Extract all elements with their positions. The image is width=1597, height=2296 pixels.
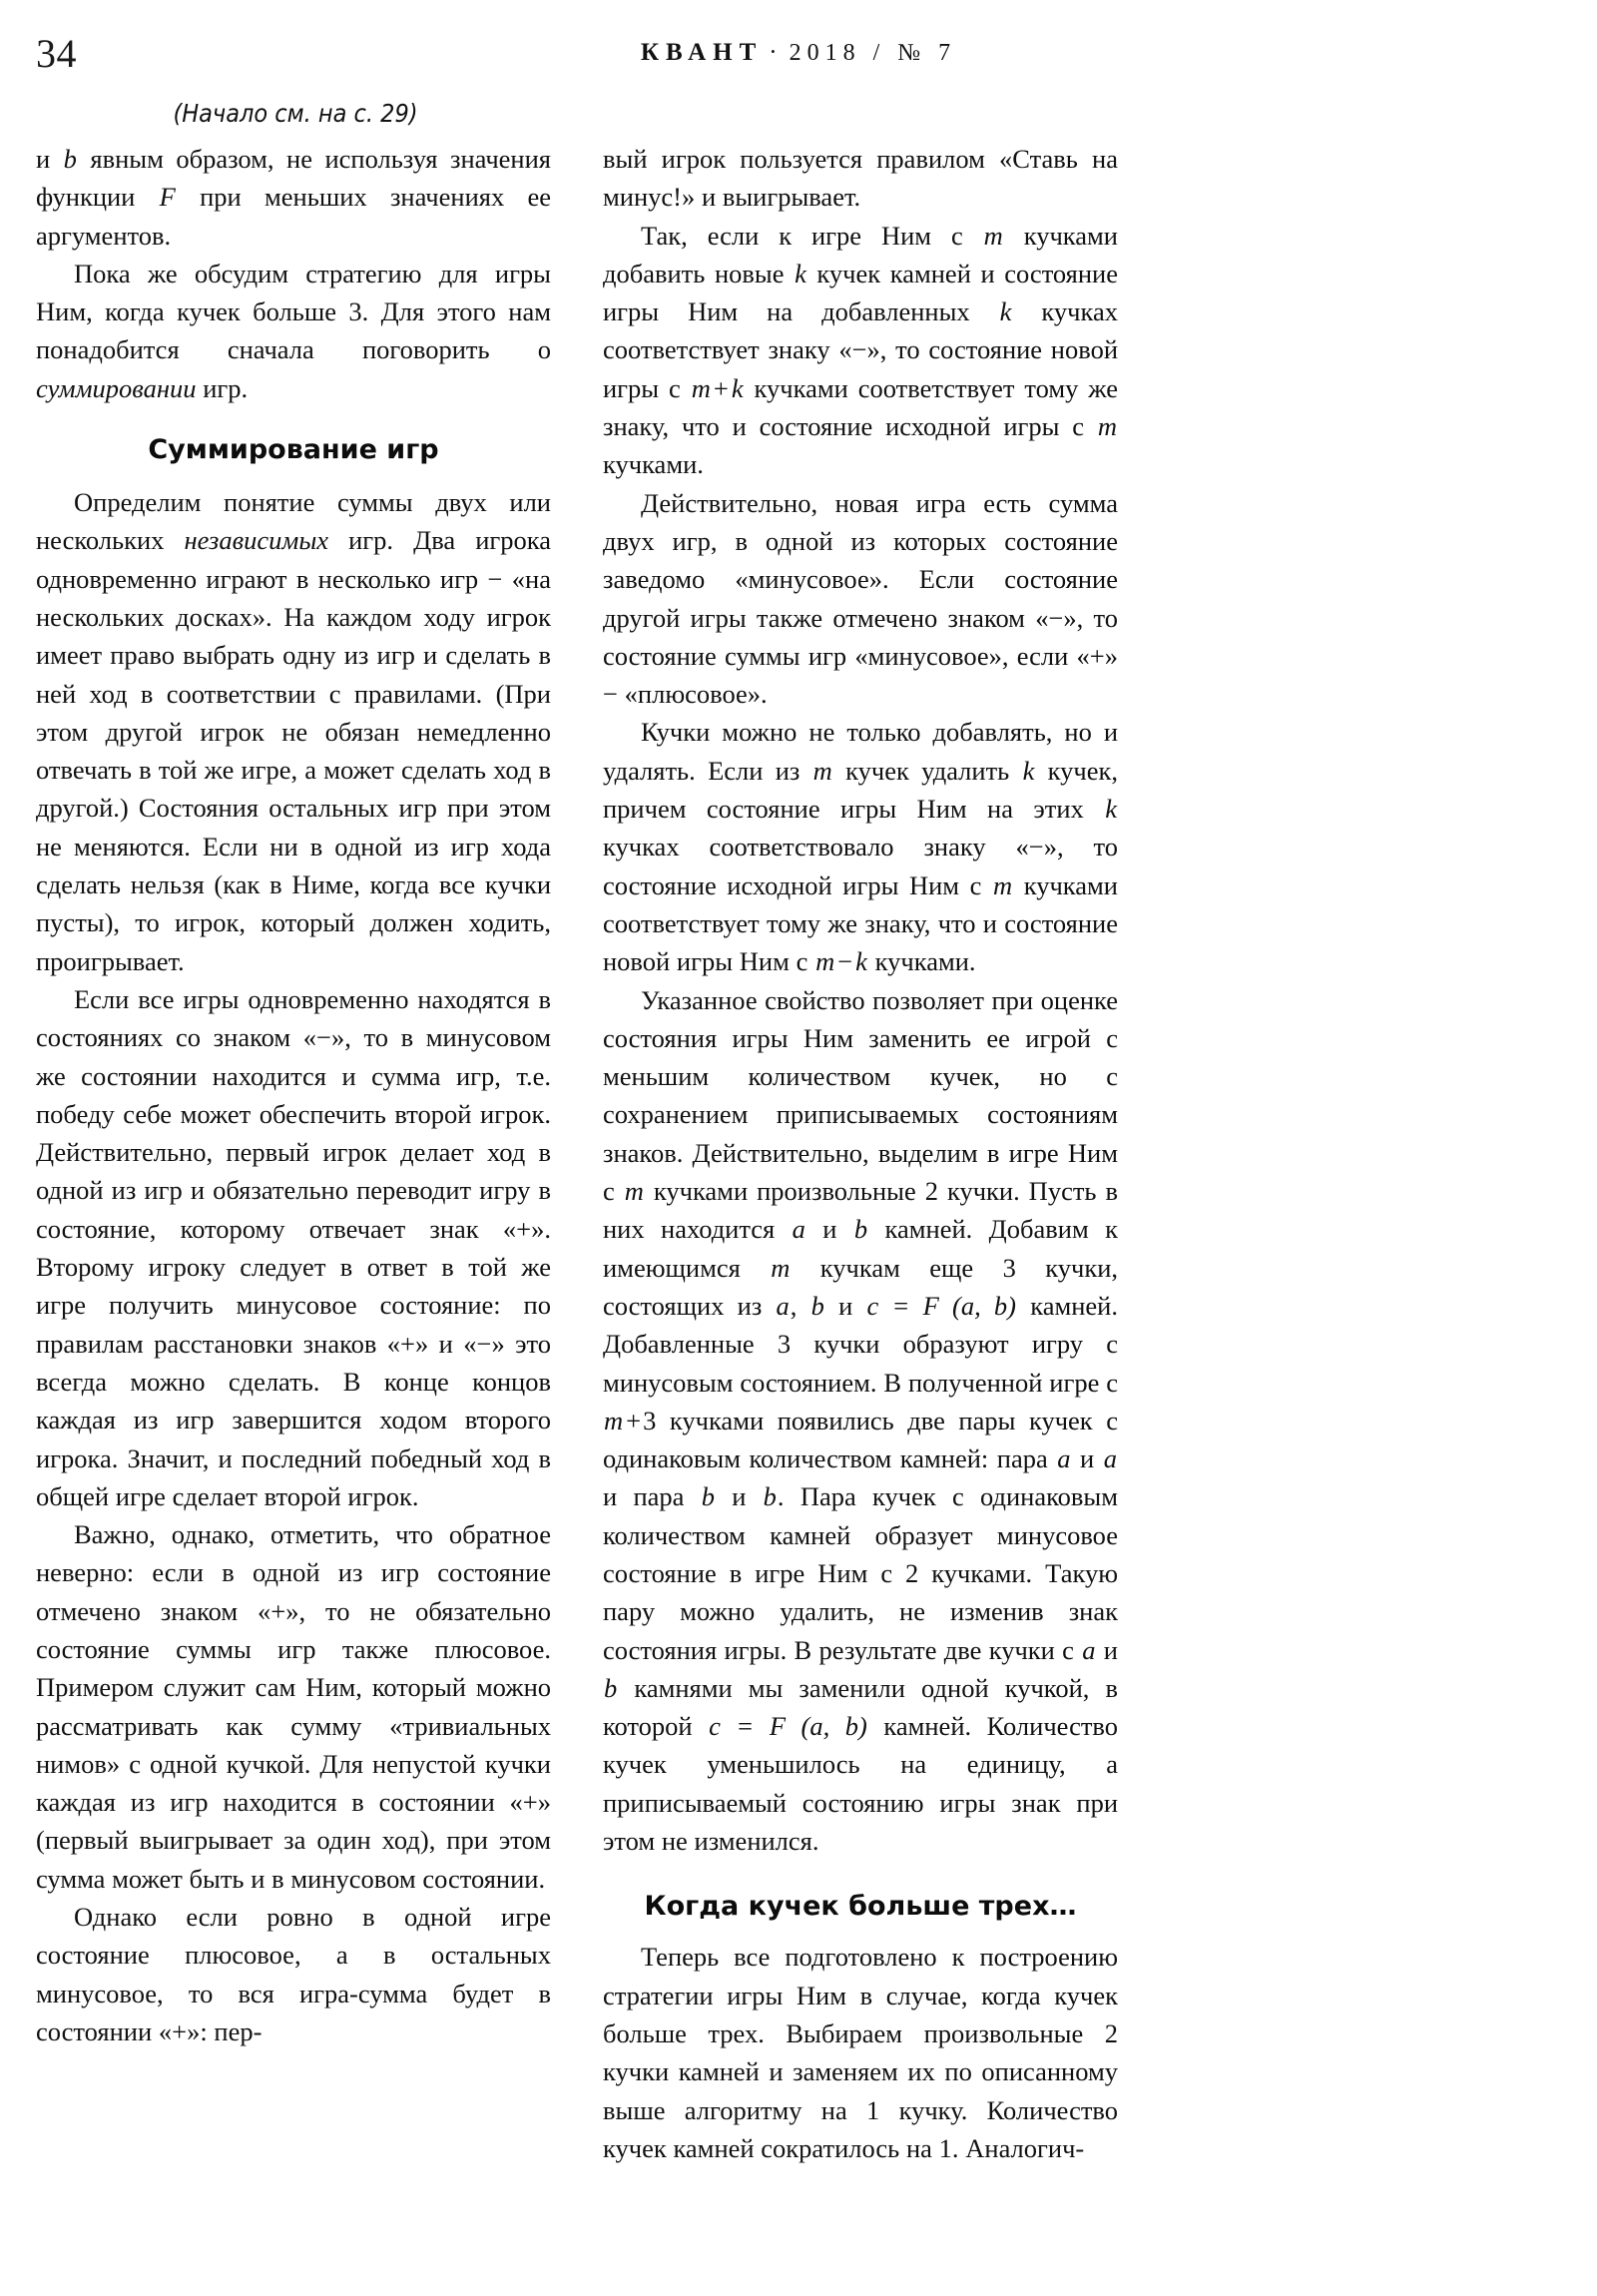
math-variable: m	[691, 372, 711, 403]
math-variable: a	[1057, 1443, 1071, 1474]
math-variable: a	[1082, 1634, 1096, 1665]
math-variable: b	[763, 1481, 777, 1512]
inline-formula: c = F (a, b)	[866, 1290, 1017, 1321]
math-operator: +	[713, 372, 729, 403]
running-head	[0, 28, 1597, 84]
emphasis-text: независимых	[184, 525, 329, 556]
body-paragraph: Так, если к игре Ним с m кучками добавить новые k кучек камней и состояние игры Ним на добавленных k кучках соответствует знаку «−», то состояние новой игры с m + k кучками соответствует тому же знаку, что и состояние исходной игры с m кучками.	[603, 220, 1118, 480]
right-paragraphs-before-heading	[603, 140, 1118, 1860]
math-variable: a	[776, 1290, 790, 1321]
math-operator: −	[837, 946, 853, 977]
emphasis-text: суммировании	[36, 372, 197, 403]
math-variable: b	[810, 1290, 824, 1321]
body-paragraph: Если все игры одновременно находятся в состояниях со знаком «−», то в минусовом же состоянии находится и сумма игр, т.е. победу себе может обеспечить второй игрок. Действительно, первый игрок делает ход в одной из игр и обязательно переводит игру в состояние, которому отвечает знак «+». Второму игроку следует в ответ в той же игре получить минусовое состояние: по правилам расстановки знаков «+» и «−» это всегда можно сделать. В конце концов каждая из игр завершится ходом второго игрока. Значит, и последний победный ход в общей игре сделает второй игрок.	[36, 983, 551, 1511]
math-variable: k	[855, 946, 867, 977]
body-paragraph: Важно, однако, отметить, что обратное неверно: если в одной из игр состояние отмечено знаком «+», то не обязательно состояние суммы игр также плюсовое. Примером служит сам Ним, который можно рассматривать как сумму «тривиальных нимов» с одной кучкой. Для непустой кучки каждая из игр находится в состоянии «+» (первый выигрывает за один ход), при этом сумма может быть и в минусовом состоянии.	[36, 1519, 551, 1894]
math-variable: b	[853, 1214, 868, 1245]
body-paragraph: Кучки можно не только добавлять, но и удалять. Если из m кучек удалить k кучек, причем состояние игры Ним на этих k кучках соответствовало знаку «−», то состояние исходной игры Ним с m кучками соответствует тому же знаку, что и состояние новой игры Ним с m − k кучками.	[603, 717, 1118, 977]
math-variable: a	[792, 1214, 805, 1245]
body-paragraph: Действительно, новая игра есть сумма двух игр, в одной из которых состояние заведомо «минусовое». Если состояние другой игры также отмечено знаком «−», то состояние суммы игр «минусовое», если «+» − «плюсовое».	[603, 487, 1118, 710]
section-heading-summing-games: Суммирование игр	[148, 434, 439, 466]
left-paragraphs-before-heading	[36, 140, 551, 407]
body-paragraph: Теперь все подготовлено к построению стратегии игры Ним в случае, когда кучек больше трех. Выбираем произвольные 2 кучки камней и заменяем их по описанному выше алгоритму на 1 кучку. Количество кучек камней сократилось на 1. Аналогич-	[603, 1942, 1118, 2163]
body-paragraph: Однако если ровно в одной игре состояние плюсовое, а в остальных минусовое, то вся игра-сумма будет в состоянии «+»: пер-	[36, 1902, 551, 2046]
body-paragraph: Пока же обсудим стратегию для игры Ним, когда кучек больше 3. Для этого нам понадобится сначала поговорить о суммировании игр.	[36, 258, 551, 403]
column-right	[603, 140, 1118, 2276]
inline-formula: c = F (a, b)	[709, 1711, 867, 1742]
section-heading-more-than-three-piles: Когда кучек больше трех…	[644, 1891, 1077, 1923]
math-variable: m	[604, 1405, 624, 1435]
math-variable: m	[624, 1176, 644, 1207]
math-variable: m	[993, 869, 1013, 900]
math-variable: b	[701, 1481, 715, 1512]
math-variable: k	[731, 372, 744, 403]
math-variable: b	[604, 1672, 618, 1703]
journal-header	[0, 36, 1597, 70]
math-variable: m	[983, 220, 1003, 251]
right-paragraphs-after-heading	[603, 1938, 1118, 2167]
page-number: 34	[36, 31, 77, 76]
math-variable: m	[771, 1252, 791, 1283]
body-paragraph: Указанное свойство позволяет при оценке состояния игры Ним заменить ее игрой с меньшим количеством кучек, но с сохранением приписываемых состояниям знаков. Действительно, выделим в игре Ним с m кучками произвольные 2 кучки. Пусть в них находится a и b камней. Добавим к имеющимся m кучкам еще 3 кучки, состоящих из a, b и c = F (a, b) камней. Добавленные 3 кучки образуют игру с минусовым состоянием. В полученной игре с m +3 кучками появились две пары кучек с одинаковым количеством камней: пара a и a и пара b и b. Пара кучек с одинаковым количеством камней образует минусовое состояние в игре Ним с 2 кучками. Такую пару можно удалить, не изменив знак состояния игры. В результате две кучки с a и b камнями мы заменили одной кучкой, в которой c = F (a, b) камней. Количество кучек уменьшилось на единицу, а приписываемый состоянию игры знак при этом не изменился.	[603, 984, 1119, 1857]
math-variable: k	[1022, 755, 1035, 786]
math-variable: k	[999, 296, 1012, 327]
left-paragraphs-after-heading	[36, 483, 551, 2050]
continuation-note: (Начало см. на с. 29)	[173, 99, 418, 128]
issue-label: 2018 / № 7	[789, 40, 957, 66]
math-variable: a	[1103, 1443, 1117, 1474]
header-separator: ·	[769, 39, 784, 66]
two-column-body	[36, 140, 1561, 2276]
column-left	[36, 140, 551, 2276]
math-variable: m	[812, 755, 832, 786]
body-paragraph: Определим понятие суммы двух или нескольких независимых игр. Два игрока одновременно играют в несколько игр − «на нескольких досках». На каждом ходу игрок имеет право выбрать одну из игр и сделать в ней ход в соответствии с правилами. (При этом другой игрок не обязан немедленно отвечать в той же игре, а может сделать ход в другой.) Состояния остальных игр при этом не меняются. Если ни в одной из игр хода сделать нельзя (как в Ниме, когда все кучки пусты), то игрок, который должен ходить, проигрывает.	[36, 487, 552, 976]
math-variable: k	[1105, 794, 1117, 825]
journal-title: КВАНТ	[640, 39, 764, 66]
math-operator: +	[626, 1405, 642, 1435]
math-variable: m	[1097, 411, 1117, 442]
body-paragraph: и b явным образом, не используя значения функции F при меньших значениях ее аргументов.	[36, 144, 551, 251]
math-variable: F	[159, 182, 176, 213]
body-paragraph: вый игрок пользуется правилом «Ставь на минус!» и выигрывает.	[603, 144, 1118, 213]
math-variable: k	[795, 258, 806, 288]
math-variable: m	[815, 946, 835, 977]
math-variable: b	[63, 144, 77, 174]
